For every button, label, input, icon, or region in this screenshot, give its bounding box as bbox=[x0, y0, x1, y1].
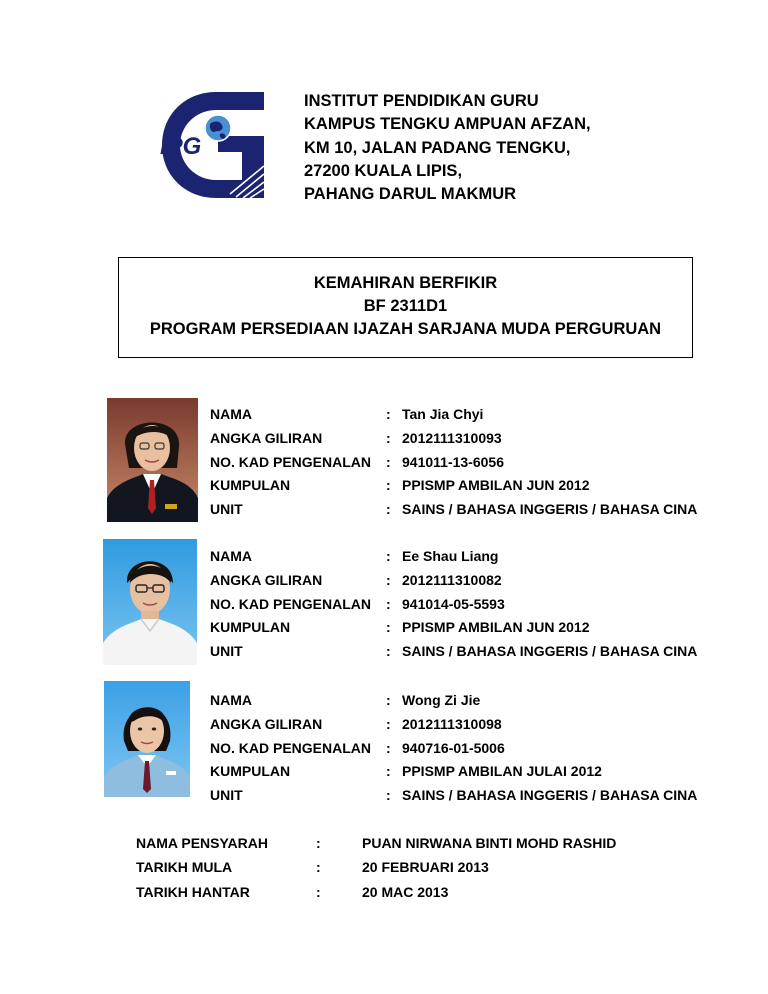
label-angka-giliran: ANGKA GILIRAN bbox=[210, 429, 323, 446]
label-tarikh-hantar: TARIKH HANTAR bbox=[136, 883, 250, 900]
label-kad-pengenalan: NO. KAD PENGENALAN bbox=[210, 739, 372, 756]
submit-date: 20 MAC 2013 bbox=[362, 883, 449, 900]
address-line: INSTITUT PENDIDIKAN GURU bbox=[304, 92, 539, 110]
colon: : bbox=[386, 739, 391, 756]
colon: : bbox=[386, 429, 391, 446]
program-name: PROGRAM PERSEDIAAN IJAZAH SARJANA MUDA PERGURUAN bbox=[149, 320, 662, 338]
colon: : bbox=[386, 501, 391, 518]
institute-address bbox=[304, 90, 591, 206]
student-name: Tan Jia Chyi bbox=[402, 406, 484, 422]
start-date: 20 FEBRUARI 2013 bbox=[362, 859, 489, 876]
label-kad-pengenalan: NO. KAD PENGENALAN bbox=[210, 595, 372, 612]
logo-text: iPG bbox=[160, 133, 202, 160]
colon: : bbox=[386, 715, 391, 732]
label-unit: UNIT bbox=[210, 643, 243, 660]
student-unit: SAINS / BAHASA INGGERIS / BAHASA CINA bbox=[402, 643, 698, 660]
student-angka-giliran: 2012111310098 bbox=[402, 715, 502, 732]
student-photo bbox=[107, 398, 198, 522]
colon: : bbox=[316, 835, 321, 851]
student-photo bbox=[103, 539, 197, 665]
label-kumpulan: KUMPULAN bbox=[210, 477, 291, 494]
colon: : bbox=[386, 763, 391, 780]
student-kumpulan: PPISMP AMBILAN JUN 2012 bbox=[402, 619, 590, 636]
label-angka-giliran: ANGKA GILIRAN bbox=[210, 571, 323, 588]
colon: : bbox=[386, 643, 391, 660]
student-kumpulan: PPISMP AMBILAN JUN 2012 bbox=[402, 477, 590, 494]
colon: : bbox=[386, 692, 391, 708]
student-kad-pengenalan: 940716-01-5006 bbox=[402, 739, 505, 756]
student-angka-giliran: 2012111310082 bbox=[402, 571, 502, 588]
course-code: BF 2311D1 bbox=[363, 297, 448, 315]
label-nama: NAMA bbox=[210, 692, 252, 708]
colon: : bbox=[386, 477, 391, 494]
label-kumpulan: KUMPULAN bbox=[210, 619, 291, 636]
course-title-box bbox=[118, 257, 693, 358]
colon: : bbox=[386, 453, 391, 470]
student-kad-pengenalan: 941014-05-5593 bbox=[402, 595, 505, 612]
colon: : bbox=[386, 595, 391, 612]
student-name: Wong Zi Jie bbox=[402, 692, 481, 708]
address-line: KAMPUS TENGKU AMPUAN AFZAN, bbox=[304, 115, 591, 134]
student-kad-pengenalan: 941011-13-6056 bbox=[402, 453, 504, 470]
student-photo bbox=[104, 681, 190, 797]
label-nama: NAMA bbox=[210, 406, 252, 422]
label-nama-pensyarah: NAMA PENSYARAH bbox=[136, 835, 268, 851]
address-line: KM 10, JALAN PADANG TENGKU, bbox=[304, 138, 571, 157]
ipg-logo bbox=[158, 90, 266, 200]
student-unit: SAINS / BAHASA INGGERIS / BAHASA CINA bbox=[402, 501, 698, 518]
label-angka-giliran: ANGKA GILIRAN bbox=[210, 715, 323, 732]
label-tarikh-mula: TARIKH MULA bbox=[136, 859, 233, 876]
student-unit: SAINS / BAHASA INGGERIS / BAHASA CINA bbox=[402, 787, 698, 804]
colon: : bbox=[386, 619, 391, 636]
student-kumpulan: PPISMP AMBILAN JULAI 2012 bbox=[402, 763, 602, 780]
address-line: PAHANG DARUL MAKMUR bbox=[304, 185, 517, 204]
colon: : bbox=[386, 571, 391, 588]
colon: : bbox=[386, 406, 391, 422]
lecturer-name: PUAN NIRWANA BINTI MOHD RASHID bbox=[362, 835, 617, 851]
course-title: KEMAHIRAN BERFIKIR bbox=[313, 274, 498, 292]
colon: : bbox=[386, 548, 391, 564]
student-angka-giliran: 2012111310093 bbox=[402, 429, 502, 446]
label-kumpulan: KUMPULAN bbox=[210, 763, 291, 780]
label-unit: UNIT bbox=[210, 501, 243, 518]
label-kad-pengenalan: NO. KAD PENGENALAN bbox=[210, 453, 372, 470]
colon: : bbox=[386, 787, 391, 804]
student-name: Ee Shau Liang bbox=[402, 548, 499, 564]
label-unit: UNIT bbox=[210, 787, 243, 804]
address-line: 27200 KUALA LIPIS, bbox=[304, 161, 463, 180]
colon: : bbox=[316, 883, 321, 900]
label-nama: NAMA bbox=[210, 548, 252, 564]
colon: : bbox=[316, 859, 321, 876]
